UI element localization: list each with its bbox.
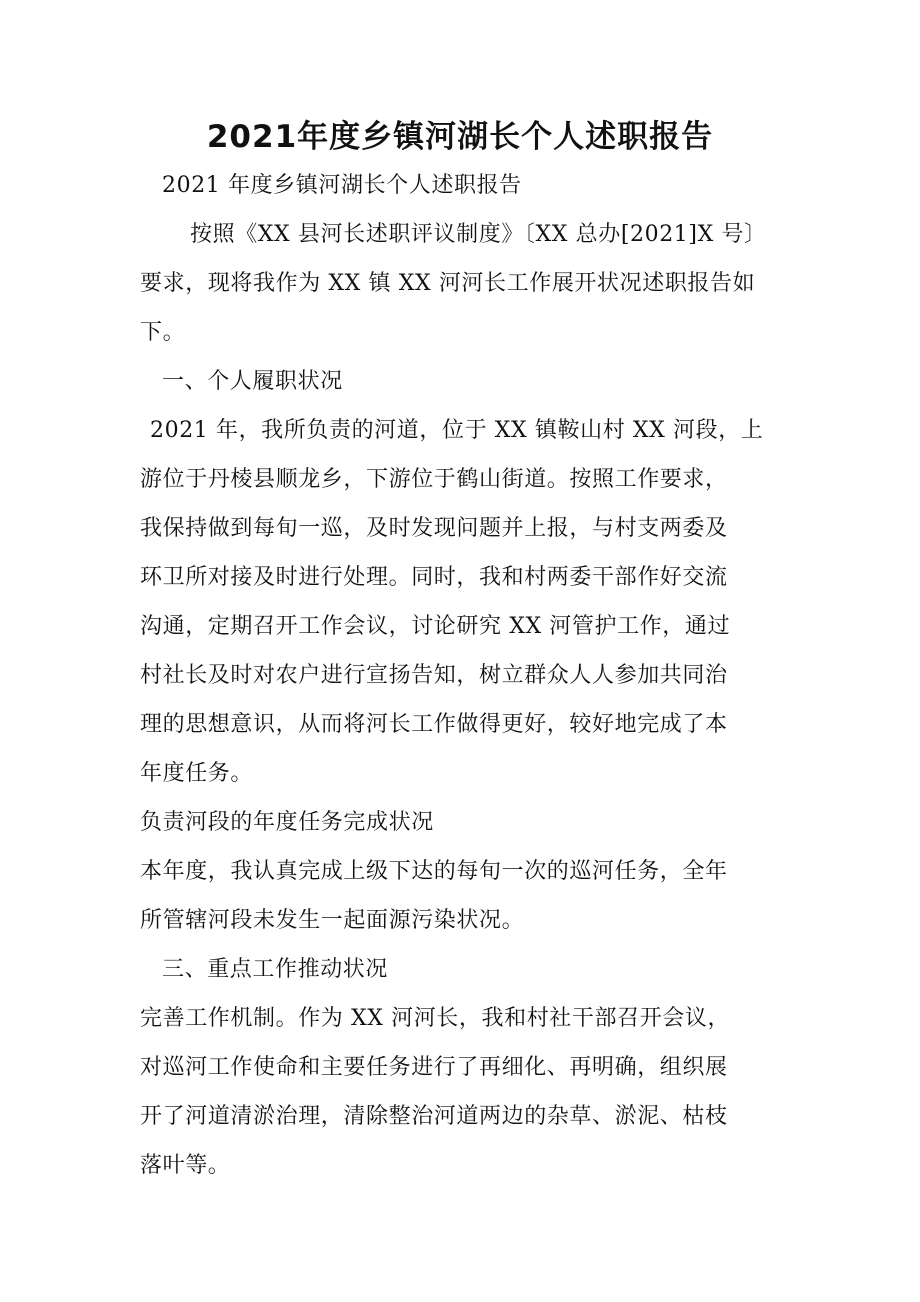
document-title: 2021年度乡镇河湖长个人述职报告 — [206, 119, 714, 155]
subtitle-line: 2021 年度乡镇河湖长个人述职报告 — [162, 173, 522, 198]
paragraph-line: 年度任务。 — [140, 761, 254, 786]
paragraph-line: 环卫所对接及时进行处理。同时，我和村两委干部作好交流 — [140, 565, 728, 590]
section-heading: 三、重点工作推动状况 — [162, 957, 389, 982]
paragraph-line: 对巡河工作使命和主要任务进行了再细化、再明确，组织展 — [140, 1055, 728, 1080]
paragraph-line: 我保持做到每旬一巡，及时发现问题并上报，与村支两委及 — [140, 516, 728, 541]
document-body — [140, 161, 790, 1190]
paragraph-line: 游位于丹棱县顺龙乡，下游位于鹤山街道。按照工作要求， — [140, 467, 728, 492]
paragraph-line: 2021 年，我所负责的河道，位于 XX 镇鞍山村 XX 河段，上 — [150, 418, 764, 443]
paragraph-line: 按照《XX 县河长述职评议制度》〔XX 总办[2021]X 号〕 — [190, 222, 767, 247]
paragraph-line: 理的思想意识，从而将河长工作做得更好，较好地完成了本 — [140, 712, 728, 737]
paragraph-line: 本年度，我认真完成上级下达的每旬一次的巡河任务，全年 — [140, 859, 728, 884]
section-heading: 一、个人履职状况 — [162, 369, 343, 394]
paragraph-line: 完善工作机制。作为 XX 河河长，我和村社干部召开会议， — [140, 1006, 731, 1031]
paragraph-line: 要求，现将我作为 XX 镇 XX 河河长工作展开状况述职报告如 — [140, 271, 756, 296]
section-heading: 负责河段的年度任务完成状况 — [140, 810, 434, 835]
paragraph-line: 下。 — [140, 320, 186, 345]
paragraph-line: 村社长及时对农户进行宣扬告知，树立群众人人参加共同治 — [140, 663, 728, 688]
paragraph-line: 落叶等。 — [140, 1153, 231, 1178]
paragraph-line: 沟通，定期召开工作会议，讨论研究 XX 河管护工作，通过 — [140, 614, 731, 639]
paragraph-line: 所管辖河段未发生一起面源污染状况。 — [140, 908, 525, 933]
paragraph-line: 开了河道清淤治理，清除整治河道两边的杂草、淤泥、枯枝 — [140, 1104, 728, 1129]
